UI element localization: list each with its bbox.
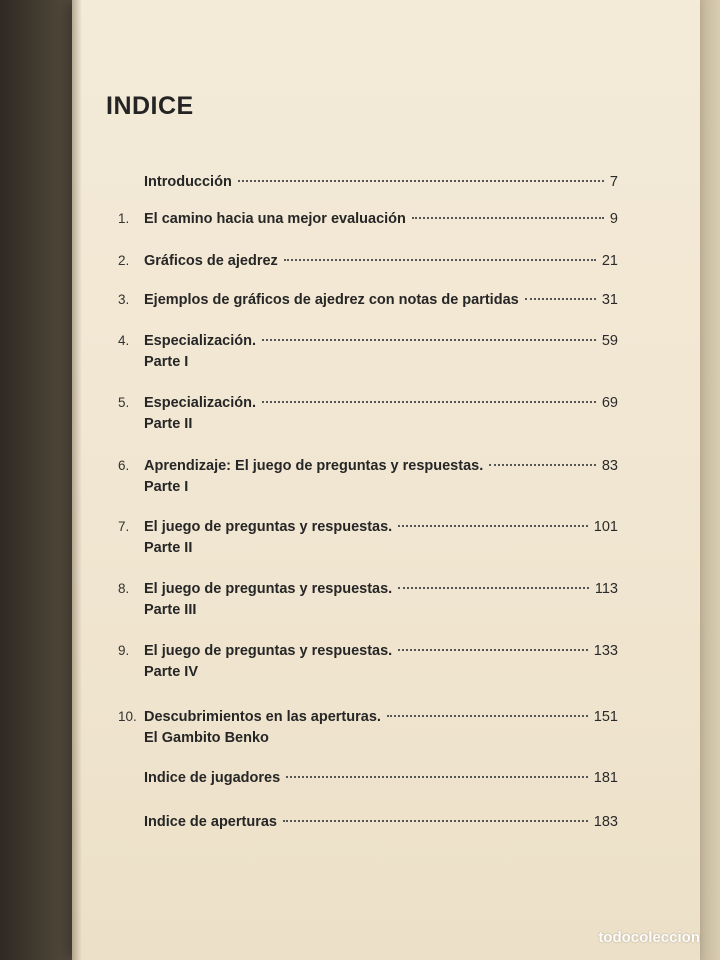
entry-number: 8. — [118, 581, 130, 596]
dot-leader — [489, 464, 596, 466]
toc-entry-8 — [118, 578, 618, 621]
page-title: INDICE — [106, 92, 194, 120]
entry-subtitle: Parte III — [144, 602, 197, 618]
entry-title: Introducción — [144, 174, 232, 190]
dot-leader — [238, 180, 604, 182]
entry-page: 59 — [601, 333, 618, 349]
entry-number: 3. — [118, 292, 130, 307]
entry-subtitle: Parte II — [144, 416, 193, 432]
entry-subtitle: Parte IV — [144, 664, 198, 680]
entry-page: 21 — [601, 253, 618, 269]
entry-number: 2. — [118, 253, 130, 268]
dot-leader — [262, 339, 596, 341]
entry-title: Descubrimientos en las aperturas. — [144, 709, 381, 725]
entry-title: Especialización. — [144, 395, 257, 411]
entry-title: El camino hacia una mejor evaluación — [144, 211, 406, 227]
entry-title: Indice de aperturas — [144, 814, 277, 830]
entry-page: 9 — [609, 211, 618, 227]
entry-number: 10. — [118, 709, 137, 724]
entry-title: Ejemplos de gráficos de ajedrez con notas de partidas — [144, 292, 519, 308]
entry-subtitle: Parte II — [144, 540, 193, 556]
watermark-logo: todocoleccion — [598, 929, 700, 946]
toc-entry-3 — [118, 289, 618, 311]
entry-title: Gráficos de ajedrez — [144, 253, 278, 269]
entry-subtitle: El Gambito Benko — [144, 730, 269, 746]
dot-leader — [284, 259, 596, 261]
toc-entry-7 — [118, 516, 618, 559]
entry-title: El juego de preguntas y respuestas. — [144, 643, 393, 659]
entry-page: 101 — [593, 519, 618, 535]
toc-entry-4 — [118, 330, 618, 373]
dot-leader — [398, 525, 588, 527]
entry-number: 5. — [118, 395, 130, 410]
toc-entry-indice-jugadores — [118, 768, 618, 789]
entry-subtitle: Parte I — [144, 354, 189, 370]
entry-title: Especialización. — [144, 333, 257, 349]
entry-number: 7. — [118, 519, 130, 534]
dot-leader — [398, 649, 588, 651]
entry-page: 181 — [593, 770, 618, 786]
dot-leader — [412, 217, 604, 219]
dot-leader — [398, 587, 589, 589]
toc-entry-indice-aperturas — [118, 812, 618, 833]
toc-entry-10 — [118, 706, 618, 749]
toc-entry-5 — [118, 392, 618, 435]
dot-leader — [286, 776, 588, 778]
toc-entry-2 — [118, 250, 618, 272]
dot-leader — [262, 401, 596, 403]
entry-page: 133 — [593, 643, 618, 659]
entry-number: 4. — [118, 333, 130, 348]
entry-page: 113 — [594, 581, 618, 597]
entry-page: 151 — [593, 709, 618, 725]
dot-leader — [525, 298, 596, 300]
entry-subtitle: Parte I — [144, 479, 189, 495]
toc-entry-6 — [118, 455, 618, 498]
toc-entry-9 — [118, 640, 618, 683]
entry-page: 69 — [601, 395, 618, 411]
entry-title: Indice de jugadores — [144, 770, 281, 786]
entry-page: 83 — [601, 458, 618, 474]
dot-leader — [387, 715, 588, 717]
toc-entry-1 — [118, 208, 618, 230]
entry-page: 183 — [593, 814, 618, 830]
entry-number: 9. — [118, 643, 130, 658]
entry-page: 7 — [609, 174, 618, 190]
entry-title: El juego de preguntas y respuestas. — [144, 519, 393, 535]
dot-leader — [283, 820, 588, 822]
entry-title: El juego de preguntas y respuestas. — [144, 581, 393, 597]
entry-title: Aprendizaje: El juego de preguntas y respuestas. — [144, 458, 484, 474]
entry-number: 1. — [118, 211, 130, 226]
toc-entry-introduccion — [118, 172, 618, 193]
entry-number: 6. — [118, 458, 130, 473]
entry-page: 31 — [601, 292, 618, 308]
